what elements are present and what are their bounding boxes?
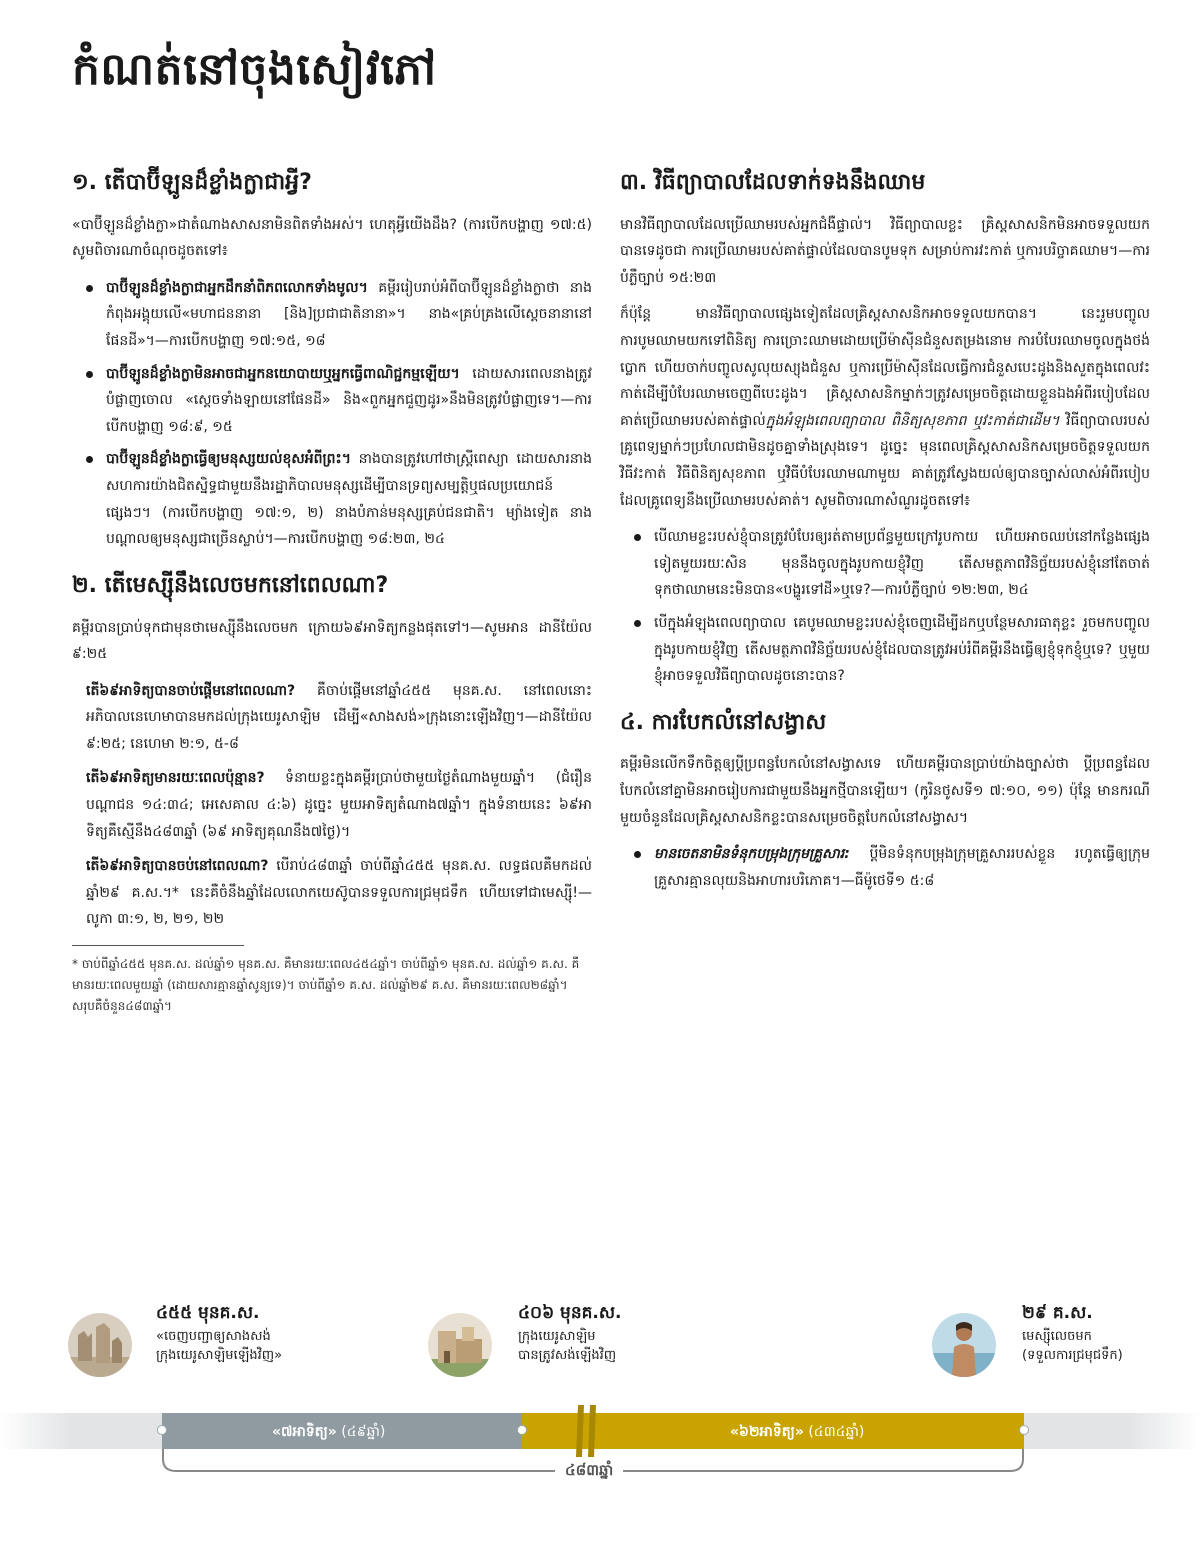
segment-2-label xyxy=(730,1422,864,1443)
event-year: ២៩ គ.ស. xyxy=(1022,1303,1093,1323)
event-text: ក្រុងយេរូសាឡិម xyxy=(518,1328,596,1344)
section-messiah xyxy=(72,571,592,1017)
section-4-bullets xyxy=(632,841,1150,894)
event-year: ៤០៦ មុនគ.ស. xyxy=(518,1303,622,1323)
right-column xyxy=(620,168,1150,904)
left-column xyxy=(72,168,592,1017)
event-text: មេស្ស៊ីលេចមក xyxy=(1022,1328,1092,1344)
event-text: «ចេញបញ្ជាឲ្យសាងសង់ xyxy=(156,1328,271,1344)
segment-label-bold: «៦២អាទិត្យ» xyxy=(730,1424,804,1440)
event-text: ក្រុងយេរូសាឡិមឡើងវិញ» xyxy=(156,1348,283,1363)
section-3-bullets xyxy=(632,524,1150,690)
section-blood xyxy=(620,168,1150,690)
para-italic: ក្នុងអំឡុងពេលព្យាបាល ពិនិត្យសុខភាព ឬវះកាត់ជាដើម។ xyxy=(765,412,1060,429)
section-4-heading: ៤. ការបែកលំនៅសង្វាស xyxy=(620,709,827,735)
bullet-item: បើឈាមខ្លះរបស់ខ្ញុំបានត្រូវបំបែរឲ្យរត់តាមប្រព័ន្ធមួយក្រៅរូបកាយ ហើយអាចឈប់នៅកន្លែងផ្សេងទៀតមួយរយៈសិន មុននឹងចូលក្នុងរូបកាយខ្ញុំវិញ តើសមត្ថភាពវិនិច្ឆ័យរបស់ខ្ញុំនៅតែចាត់ទុកថាឈាមនេះមិនបាន«បង្ហូរទៅដី»ឬទេ?—ការបំភ្លឺច្បាប់ ១២:២៣, ២៤ xyxy=(632,524,1150,604)
para-text: ក៏ប៉ុន្តែ មានវិធីព្យាបាលផ្សេងទៀតដែលគ្រិស្តសាសនិកអាចទទួលយកបាន។ នេះរួមបញ្ចូលការបូមឈាមយកទៅពិនិត្យ ការច្រោះឈាមដោយប្រើម៉ាស៊ីនជំនួសតម្រងនោម ការបំបែរឈាមចូលក្នុងថង់ប្លោក ហើយចាក់បញ្ចូលសូលុយស្យុងជំនួស ឬការប្រើម៉ាស៊ីនដែលធ្វើការជំនួសបេះដូងនិងសួតក្នុងពេលវះកាត់ដើម្បីបំបែរឈាមចេញពីបេះដូង។ គ្រិស្តសាសនិកម្នាក់ៗត្រូវសម្រេចចិត្តដោយខ្លួនឯងអំពីរបៀបដែលគាត់ប្រើឈាមរបស់គាត់ផ្ទាល់ xyxy=(620,306,1150,429)
timeline-event-2 xyxy=(518,1301,622,1366)
bullet-bold: បាប៊ីឡូនដ៏ខ្លាំងក្លាជាអ្នកដឹកនាំពិភពលោកទាំងមូល។ xyxy=(106,279,368,296)
section-3-para-1: មានវិធីព្យាបាលដែលប្រើឈាមរបស់អ្នកជំងឺផ្ទាល់។ វិធីព្យាបាលខ្លះ គ្រិស្តសាសនិកមិនអាចទទួលយកបានទេដូចជា ការប្រើឈាមរបស់គាត់ផ្ទាល់ដែលបានបូមទុក សម្រាប់ការវះកាត់ ឬការបរិច្ចាគឈាម។—ការបំភ្លឺច្បាប់ ១៥:២៣ xyxy=(620,216,1150,286)
para-text: វិធីព្យាបាលរបស់គ្រូពេទ្យម្នាក់ៗប្រហែលជាមិនដូចគ្នាទាំងស្រុងទេ។ ដូច្នេះ មុនពេលគ្រិស្តសាសនិកសម្រេចចិត្តទទួលយកវិធីវះកាត់ វិធីពិនិត្យសុខភាព ឬវិធីបំបែរឈាមណាមួយ គាត់ត្រូវស្វែងយល់ឲ្យបានច្បាស់លាស់អំពីរបៀបដែលគ្រូពេទ្យនឹងប្រើឈាមរបស់គាត់។ សូមពិចារណាសំណួរដូចតទៅ៖ xyxy=(620,412,1150,509)
segment-label-bold: «៧អាទិត្យ» xyxy=(272,1424,337,1440)
bullet-text: ដោយសារពេលនាងត្រូវបំផ្លាញចោល «ស្ដេចទាំងឡាយនៅផែនដី» និង«ពួកអ្នកជួញដូរ»នឹងមិនត្រូវបំផ្លាញទេ។—ការបើកបង្ហាញ ១៨:៩, ១៥ xyxy=(106,365,592,435)
event-text: បានត្រូវសង់ឡើងវិញ xyxy=(518,1348,617,1363)
bullet-text: នាងបានត្រូវហៅថាស្ត្រីពេស្យា ដោយសារនាងសហការយ៉ាងជិតស្និទ្ធជាមួយនឹងរដ្ឋាភិបាលមនុស្សដើម្បីបានទ្រព្យសម្បត្តិឬផលប្រយោជន៍ផ្សេងៗ។ (ការបើកបង្ហាញ ១៧:១, ២) នាងបំភាន់មនុស្សគ្រប់ជនជាតិ។ ម្យ៉ាងទៀត នាងបណ្ដាលឲ្យមនុស្សជាច្រើនស្លាប់។—ការបើកបង្ហាញ ១៨:២៣, ២៤ xyxy=(106,451,592,548)
section-3-heading: ៣. វិធីព្យាបាលដែលទាក់ទងនឹងឈាម xyxy=(620,170,926,195)
section-1-heading: ១. តើបាប៊ីឡូនដ៏ខ្លាំងក្លាជាអ្វី? xyxy=(72,170,312,195)
bullet-item xyxy=(84,446,592,552)
timeline-event-3 xyxy=(1022,1301,1123,1366)
section-4-para: គម្ពីរមិនលើកទឹកចិត្តឲ្យប្ដីប្រពន្ធបែកលំនៅសង្វាសទេ ហើយគម្ពីរបានប្រាប់យ៉ាងច្បាស់ថា ប្ដីប្រពន្ធដែលបែកលំនៅគ្នាមិនអាចរៀបការជាមួយនឹងអ្នកថ្មីបានឡើយ។ (កូរិនថូសទី១ ៧:១០, ១១) ប៉ុន្តែ មានករណីមួយចំនួនដែលគ្រិស្តសាសនិកខ្លះបានសម្រេចចិត្តបែកលំនៅសង្វាស។ xyxy=(620,756,1150,826)
section-1-intro: «បាប៊ីឡូនដ៏ខ្លាំងក្លា»ជាតំណាងសាសនាមិនពិតទាំងអស់។ ហេតុអ្វីយើងដឹង? (ការបើកបង្ហាញ ១៧:៥) សូមពិចារណាចំណុចដូចតទៅ៖ xyxy=(72,216,592,260)
page-title: កំណត់នៅចុងសៀវភៅ xyxy=(72,44,437,95)
bullet-bold: បាប៊ីឡូនដ៏ខ្លាំងក្លាធ្វើឲ្យមនុស្សយល់ខុសអំពីព្រះ។ xyxy=(106,451,351,468)
qa-answer: ទំនាយខ្លះក្នុងគម្ពីរប្រាប់ថាមួយថ្ងៃតំណាងមួយឆ្នាំ។ (ជំរឿនបណ្ដាជន ១៤:៣៤; អេសេគាល ៤:៦) ដូច្នេះ មួយអាទិត្យតំណាង៧ឆ្នាំ។ ក្នុងទំនាយនេះ ៦៩អាទិត្យគឺស្មើនឹង៤៨៣ឆ្នាំ (៦៩ អាទិត្យគុណនឹង៧ថ្ងៃ)។ xyxy=(86,770,592,840)
event-year: ៤៥៥ មុនគ.ស. xyxy=(156,1303,260,1323)
bullet-bold: មានចេតនាមិនទំនុកបម្រុងក្រុមគ្រួសារ: xyxy=(654,846,850,863)
timeline-event-1 xyxy=(156,1301,282,1366)
qa-question: តើ៦៩អាទិត្យបានចាប់ផ្ដើមនៅពេលណា? xyxy=(86,682,296,699)
section-separation xyxy=(620,708,1150,895)
baptism-image xyxy=(932,1313,996,1377)
qa-question: តើ៦៩អាទិត្យមានរយៈពេលប៉ុន្មាន? xyxy=(86,770,265,787)
bullet-item: បើក្នុងអំឡុងពេលព្យាបាល គេបូមឈាមខ្លះរបស់ខ្ញុំចេញដើម្បីដកឬបន្ថែមសារធាតុខ្លះ រួចមកបញ្ចូលក្នុងរូបកាយខ្ញុំវិញ តើសមត្ថភាពវិនិច្ឆ័យរបស់ខ្ញុំដែលបានត្រូវអប់រំពីគម្ពីរនឹងធ្វើឲ្យខ្ញុំទុកខ្ញុំឬទេ? ឬមួយខ្ញុំអាចទទួលវិធីព្យាបាលដូចនោះបាន? xyxy=(632,610,1150,690)
timeline-marker xyxy=(1019,1425,1029,1435)
rebuilt-city-image xyxy=(428,1313,492,1377)
qa-item xyxy=(86,765,592,845)
segment-label-rest: (៤៩ឆ្នាំ) xyxy=(336,1424,386,1440)
timeline-marker xyxy=(517,1425,527,1435)
qa-item xyxy=(86,678,592,758)
timeline-marker xyxy=(157,1425,167,1435)
ruined-walls-image xyxy=(68,1313,132,1377)
bullet-item xyxy=(632,841,1150,894)
qa-question: តើ៦៩អាទិត្យបានចប់នៅពេលណា? xyxy=(86,858,269,875)
qa-answer: បើរាប់៤៨៣ឆ្នាំ ចាប់ពីឆ្នាំ៤៥៥ មុនគ.ស. លទ្ធផលគឺមកដល់ឆ្នាំ២៩ គ.ស.។* នេះគឺចំនឹងឆ្នាំដែលលោកយេស៊ូបានទទួលការជ្រមុជទឹក ហើយទៅជាមេស្ស៊ី!—លូកា ៣:១, ២, ២១, ២២ xyxy=(86,858,592,928)
section-babylon xyxy=(72,168,592,553)
section-3-para-2 xyxy=(620,301,1150,514)
timeline xyxy=(0,1295,1200,1495)
section-1-bullets xyxy=(84,275,592,553)
bullet-text: ប្ដីមិនទំនុកបម្រុងក្រុមគ្រួសាររបស់ខ្លួន រហូតធ្វើឲ្យក្រុមគ្រួសារគ្មានលុយនិងអាហារបរិភោគ។—ធីម៉ូថេទី១ ៥:៨ xyxy=(654,846,1150,889)
section-2-intro: គម្ពីរបានប្រាប់ទុកជាមុនថាមេស្ស៊ីនឹងលេចមក ក្រោយ៦៩អាទិត្យកន្លងផុតទៅ។—សូមអាន ដានីយ៉ែល ៩:២៥ xyxy=(72,619,592,663)
bullet-item xyxy=(84,275,592,355)
footnote-divider xyxy=(72,945,244,946)
segment-1-label xyxy=(272,1422,385,1443)
bullet-bold: បាប៊ីឡូនដ៏ខ្លាំងក្លាមិនអាចជាអ្នកនយោបាយឬអ្នកធ្វើពាណិជ្ជកម្មឡើយ។ xyxy=(106,365,460,382)
qa-item xyxy=(86,853,592,933)
section-2-heading: ២. តើមេស្ស៊ីនឹងលេចមកនៅពេលណា? xyxy=(72,572,389,598)
footnote: * ចាប់ពីឆ្នាំ៤៥៥ មុនគ.ស. ដល់ឆ្នាំ១ មុនគ.ស. គឺមានរយៈពេល៤៥៤ឆ្នាំ។ ចាប់ពីឆ្នាំ១ មុនគ.ស. ដល់ឆ្នាំ១ គ.ស. គឺមានរយៈពេលមួយឆ្នាំ (ដោយសារគ្មានឆ្នាំសូន្យទេ)។ ចាប់ពីឆ្នាំ១ គ.ស. ដល់ឆ្នាំ២៩ គ.ស. គឺមានរយៈពេល២៨ឆ្នាំ។ សរុបគឺចំនួន៤៨៣ឆ្នាំ។ xyxy=(72,957,580,1014)
qa-answer: គឺចាប់ផ្ដើមនៅឆ្នាំ៤៥៥ មុនគ.ស. នៅពេលនោះអភិបាលនេហេមាបានមកដល់ក្រុងយេរូសាឡិម ដើម្បី«សាងសង់»ក្រុងនោះឡើងវិញ។—ដានីយ៉ែល ៩:២៥; នេហេមា ២:១, ៥-៨ xyxy=(86,682,592,752)
bullet-item xyxy=(84,361,592,441)
timeline-total: ៤៨៣ឆ្នាំ xyxy=(555,1461,623,1483)
segment-label-rest: (៤៣៤ឆ្នាំ) xyxy=(803,1424,865,1440)
event-text: (ទទួលការជ្រមុជទឹក) xyxy=(1022,1348,1123,1363)
bullet-text: គម្ពីររៀបរាប់អំពីបាប៊ីឡូនដ៏ខ្លាំងក្លាថា នាងកំពុងអង្គុយលើ«មហាជននានា [និង]ប្រជាជាតិនានា»។ នាង«គ្រប់គ្រងលើស្ដេចនានានៅផែនដី»។—ការបើកបង្ហាញ ១៧:១៥, ១៨ xyxy=(106,279,592,350)
